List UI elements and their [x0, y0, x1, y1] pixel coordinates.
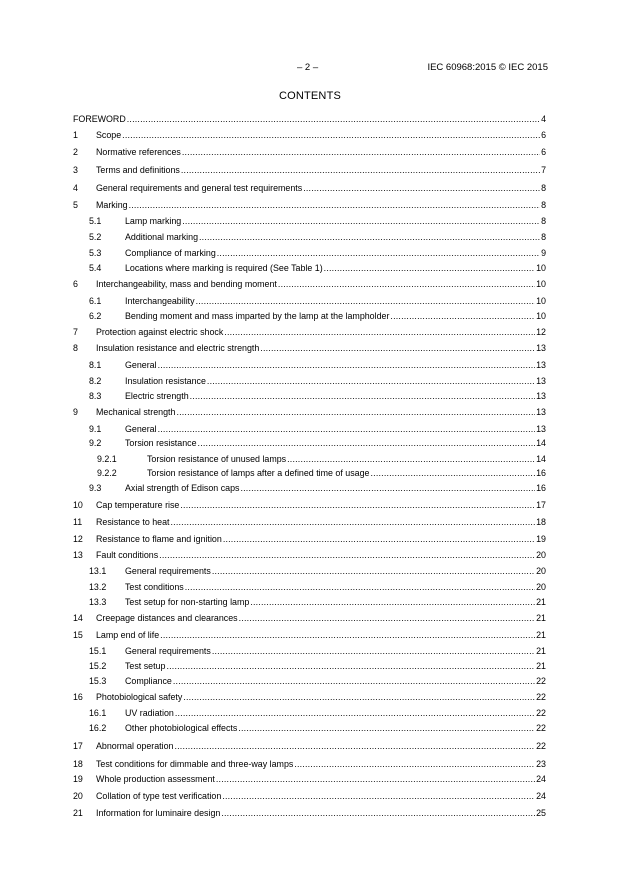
toc-dot-leader [158, 423, 536, 435]
toc-entry-page: 25 [536, 808, 546, 818]
toc-entry-page: 14 [536, 438, 546, 448]
toc-entry-title: Terms and definitions [96, 165, 180, 175]
toc-entry-page: 10 [536, 279, 546, 289]
toc-dot-leader [198, 437, 536, 449]
toc-dot-leader [303, 182, 540, 194]
toc-entry[interactable] [73, 596, 546, 608]
toc-dot-leader [260, 342, 535, 354]
toc-dot-leader [129, 199, 540, 211]
toc-entry[interactable] [73, 740, 546, 752]
toc-entry-page: 21 [536, 630, 546, 640]
toc-entry-page: 22 [536, 741, 546, 751]
toc-dot-leader [182, 146, 540, 158]
toc-entry-number: 15.3 [89, 676, 107, 686]
toc-entry[interactable] [73, 278, 546, 290]
toc-entry-number: 2 [73, 147, 78, 157]
toc-entry-title: Creepage distances and clearances [96, 613, 238, 623]
toc-dot-leader [182, 215, 540, 227]
toc-entry-page: 21 [536, 613, 546, 623]
toc-entry-page: 19 [536, 534, 546, 544]
toc-entry-title: General [125, 360, 157, 370]
toc-dot-leader [278, 278, 535, 290]
toc-entry-number: 8.3 [89, 391, 102, 401]
toc-entry-title: Cap temperature rise [96, 500, 180, 510]
toc-entry-number: 15 [73, 630, 83, 640]
header-standard-reference: IEC 60968:2015 © IEC 2015 [427, 62, 548, 73]
toc-entry-number: 9.3 [89, 483, 102, 493]
toc-entry-number: 15.2 [89, 661, 107, 671]
toc-dot-leader [216, 773, 535, 785]
toc-entry-number: 8.1 [89, 360, 102, 370]
toc-entry-title: Interchangeability [125, 296, 195, 306]
toc-dot-leader [238, 722, 535, 734]
toc-dot-leader [239, 612, 536, 624]
toc-entry-title: Abnormal operation [96, 741, 174, 751]
toc-entry-title: Marking [96, 200, 128, 210]
toc-entry-page: 24 [536, 791, 546, 801]
toc-entry-page: 20 [536, 566, 546, 576]
toc-entry[interactable] [73, 164, 546, 176]
toc-entry-title: Test setup [125, 661, 166, 671]
toc-entry[interactable] [73, 790, 546, 802]
toc-dot-leader [183, 691, 535, 703]
toc-entry-number: 9.2.1 [97, 454, 117, 464]
toc-entry-number: 13.3 [89, 597, 107, 607]
toc-entry-number: 5.2 [89, 232, 102, 242]
toc-entry-page: 10 [536, 296, 546, 306]
toc-entry-title: Whole production assessment [96, 774, 215, 784]
toc-entry-number: 14 [73, 613, 83, 623]
toc-entry-number: 11 [73, 517, 83, 527]
toc-dot-leader [158, 359, 536, 371]
toc-entry-title: Insulation resistance and electric strength [96, 343, 260, 353]
toc-entry[interactable] [73, 499, 546, 511]
toc-entry[interactable] [73, 390, 546, 402]
toc-dot-leader [159, 549, 535, 561]
toc-entry[interactable] [73, 199, 546, 211]
toc-dot-leader [294, 758, 535, 770]
toc-entry-number: 6 [73, 279, 78, 289]
toc-entry-title: Lamp marking [125, 216, 182, 226]
toc-dot-leader [199, 231, 540, 243]
toc-entry[interactable] [73, 482, 546, 494]
toc-entry[interactable] [73, 129, 546, 141]
toc-entry-page: 8 [541, 216, 546, 226]
toc-entry-page: 22 [536, 692, 546, 702]
toc-entry-number: 8 [73, 343, 78, 353]
toc-entry-page: 8 [541, 232, 546, 242]
toc-entry[interactable] [73, 310, 546, 322]
toc-dot-leader [287, 453, 535, 465]
toc-entry[interactable] [73, 722, 546, 734]
toc-entry-number: 20 [73, 791, 83, 801]
toc-entry-title: Test conditions [125, 582, 184, 592]
toc-entry-page: 8 [541, 200, 546, 210]
toc-entry-title: Torsion resistance [125, 438, 197, 448]
toc-entry-number: 9 [73, 407, 78, 417]
toc-entry-number: 10 [73, 500, 83, 510]
toc-entry-page: 14 [536, 454, 546, 464]
toc-dot-leader [212, 565, 535, 577]
toc-entry-page: 21 [536, 661, 546, 671]
toc-entry-page: 13 [536, 391, 546, 401]
toc-entry-title: Scope [96, 130, 122, 140]
toc-entry[interactable] [73, 326, 546, 338]
toc-entry-page: 16 [536, 468, 546, 478]
toc-entry-title: Torsion resistance of unused lamps [147, 454, 287, 464]
toc-entry-title: Lamp end of life [96, 630, 160, 640]
toc-entry-page: 10 [536, 311, 546, 321]
toc-dot-leader [171, 516, 536, 528]
toc-entry-number: 5.1 [89, 216, 102, 226]
toc-entry-page: 7 [541, 165, 546, 175]
toc-entry-number: 12 [73, 534, 83, 544]
toc-dot-leader [122, 129, 540, 141]
toc-entry-number: 16 [73, 692, 83, 702]
toc-dot-leader [176, 406, 535, 418]
toc-entry-page: 18 [536, 517, 546, 527]
toc-entry[interactable] [73, 231, 546, 243]
toc-entry[interactable] [73, 807, 546, 819]
toc-entry[interactable] [73, 691, 546, 703]
toc-entry-title: Bending moment and mass imparted by the lamp at the lampholder [125, 311, 390, 321]
toc-entry-title: Other photobiological effects [125, 723, 238, 733]
toc-entry-title: Mechanical strength [96, 407, 176, 417]
toc-entry-page: 13 [536, 376, 546, 386]
toc-entry-number: 17 [73, 741, 83, 751]
toc-entry[interactable] [73, 581, 546, 593]
toc-dot-leader [212, 645, 535, 657]
toc-entry-title: Resistance to flame and ignition [96, 534, 222, 544]
toc-entry-page: 22 [536, 676, 546, 686]
toc-entry-title: Resistance to heat [96, 517, 170, 527]
toc-entry-number: 7 [73, 327, 78, 337]
toc-entry-title: Protection against electric shock [96, 327, 224, 337]
toc-entry-title: Locations where marking is required (See Table 1) [125, 263, 323, 273]
toc-entry-title: Axial strength of Edison caps [125, 483, 240, 493]
toc-entry[interactable] [73, 758, 546, 770]
toc-entry-page: 21 [536, 646, 546, 656]
toc-dot-leader [222, 790, 535, 802]
toc-entry-number: 3 [73, 165, 78, 175]
toc-entry-number: 9.2 [89, 438, 102, 448]
toc-dot-leader [196, 295, 536, 307]
toc-dot-leader [390, 310, 535, 322]
toc-entry-title: General requirements and general test requirements [96, 183, 303, 193]
toc-entry[interactable] [73, 262, 546, 274]
toc-entry[interactable] [73, 359, 546, 371]
toc-dot-leader [240, 482, 535, 494]
toc-entry-page: 22 [536, 708, 546, 718]
toc-dot-leader [180, 499, 535, 511]
toc-entry-page: 9 [541, 248, 546, 258]
toc-entry-number: 16.2 [89, 723, 107, 733]
toc-entry[interactable] [73, 612, 546, 624]
toc-dot-leader [250, 596, 535, 608]
toc-entry-page: 4 [541, 114, 546, 124]
toc-entry-number: 18 [73, 759, 83, 769]
toc-entry-number: 5 [73, 200, 78, 210]
toc-entry-number: 5.3 [89, 248, 102, 258]
toc-entry[interactable] [73, 146, 546, 158]
toc-entry[interactable] [73, 375, 546, 387]
toc-entry-page: 10 [536, 263, 546, 273]
toc-entry-page: 6 [541, 130, 546, 140]
toc-entry[interactable] [73, 645, 546, 657]
toc-entry-title: General requirements [125, 566, 211, 576]
toc-entry-number: 13.2 [89, 582, 107, 592]
toc-entry-title: Electric strength [125, 391, 189, 401]
toc-entry-page: 6 [541, 147, 546, 157]
toc-entry-page: 13 [536, 407, 546, 417]
toc-dot-leader [223, 533, 535, 545]
toc-entry-title: Fault conditions [96, 550, 159, 560]
toc-dot-leader [324, 262, 535, 274]
toc-dot-leader [185, 581, 535, 593]
toc-entry-number: 5.4 [89, 263, 102, 273]
toc-entry-title: Additional marking [125, 232, 199, 242]
toc-entry-page: 22 [536, 723, 546, 733]
toc-entry[interactable] [73, 549, 546, 561]
toc-entry[interactable] [73, 565, 546, 577]
toc-entry-number: 9.2.2 [97, 468, 117, 478]
toc-entry-page: 17 [536, 500, 546, 510]
toc-entry-page: 21 [536, 597, 546, 607]
toc-entry-number: 1 [73, 130, 78, 140]
toc-dot-leader [181, 164, 540, 176]
toc-dot-leader [221, 807, 535, 819]
toc-entry-number: 13 [73, 550, 83, 560]
toc-entry-number: 9.1 [89, 424, 102, 434]
toc-entry[interactable] [73, 467, 546, 479]
toc-entry-page: 20 [536, 582, 546, 592]
toc-entry-title: Collation of type test verification [96, 791, 222, 801]
toc-entry-page: 13 [536, 360, 546, 370]
toc-entry-title: Photobiological safety [96, 692, 183, 702]
toc-entry-page: 16 [536, 483, 546, 493]
toc-entry-number: 8.2 [89, 376, 102, 386]
toc-entry-title: Insulation resistance [125, 376, 206, 386]
toc-entry[interactable] [73, 516, 546, 528]
toc-entry-number: 4 [73, 183, 78, 193]
toc-entry-number: 6.1 [89, 296, 102, 306]
toc-entry-page: 23 [536, 759, 546, 769]
toc-entry-number: 15.1 [89, 646, 107, 656]
toc-dot-leader [175, 707, 535, 719]
toc-entry[interactable] [73, 707, 546, 719]
toc-entry[interactable] [73, 453, 546, 465]
toc-entry-title: Test conditions for dimmable and three-way lamps [96, 759, 294, 769]
toc-dot-leader [166, 660, 535, 672]
toc-entry-page: 12 [536, 327, 546, 337]
toc-entry[interactable] [73, 660, 546, 672]
toc-dot-leader [190, 390, 535, 402]
toc-entry-page: 13 [536, 424, 546, 434]
toc-entry[interactable] [73, 675, 546, 687]
toc-entry-title: Test setup for non-starting lamp [125, 597, 250, 607]
toc-entry-number: 16.1 [89, 708, 107, 718]
toc-entry[interactable] [73, 182, 546, 194]
toc-entry-page: 20 [536, 550, 546, 560]
toc-dot-leader [207, 375, 535, 387]
toc-dot-leader [127, 113, 540, 125]
toc-entry-title: Normative references [96, 147, 181, 157]
contents-heading: CONTENTS [278, 90, 342, 102]
toc-entry-title: General requirements [125, 646, 211, 656]
toc-dot-leader [370, 467, 535, 479]
toc-dot-leader [174, 740, 535, 752]
toc-entry[interactable] [73, 629, 546, 641]
toc-entry-title: FOREWORD [73, 114, 126, 124]
toc-entry-number: 21 [73, 808, 83, 818]
toc-entry-number: 13.1 [89, 566, 107, 576]
toc-entry-title: Torsion resistance of lamps after a defined time of usage [147, 468, 370, 478]
toc-entry-title: Information for luminaire design [96, 808, 221, 818]
toc-entry[interactable] [73, 113, 546, 125]
toc-entry-page: 24 [536, 774, 546, 784]
header-page-number: – 2 – [297, 62, 319, 73]
toc-entry[interactable] [73, 406, 546, 418]
toc-entry[interactable] [73, 342, 546, 354]
toc-entry-number: 6.2 [89, 311, 102, 321]
toc-entry-number: 19 [73, 774, 83, 784]
toc-entry-page: 8 [541, 183, 546, 193]
toc-entry-title: Compliance [125, 676, 172, 686]
toc-entry-title: Interchangeability, mass and bending moment [96, 279, 277, 289]
toc-entry[interactable] [73, 295, 546, 307]
toc-entry[interactable] [73, 215, 546, 227]
toc-entry-title: General [125, 424, 157, 434]
toc-dot-leader [217, 247, 540, 259]
toc-entry[interactable] [73, 247, 546, 259]
toc-entry[interactable] [73, 437, 546, 449]
toc-entry[interactable] [73, 533, 546, 545]
toc-entry-page: 13 [536, 343, 546, 353]
toc-entry[interactable] [73, 423, 546, 435]
toc-entry-title: Compliance of marking [125, 248, 216, 258]
toc-entry[interactable] [73, 773, 546, 785]
toc-dot-leader [160, 629, 535, 641]
toc-entry-title: UV radiation [125, 708, 174, 718]
toc-dot-leader [173, 675, 535, 687]
toc-dot-leader [224, 326, 535, 338]
